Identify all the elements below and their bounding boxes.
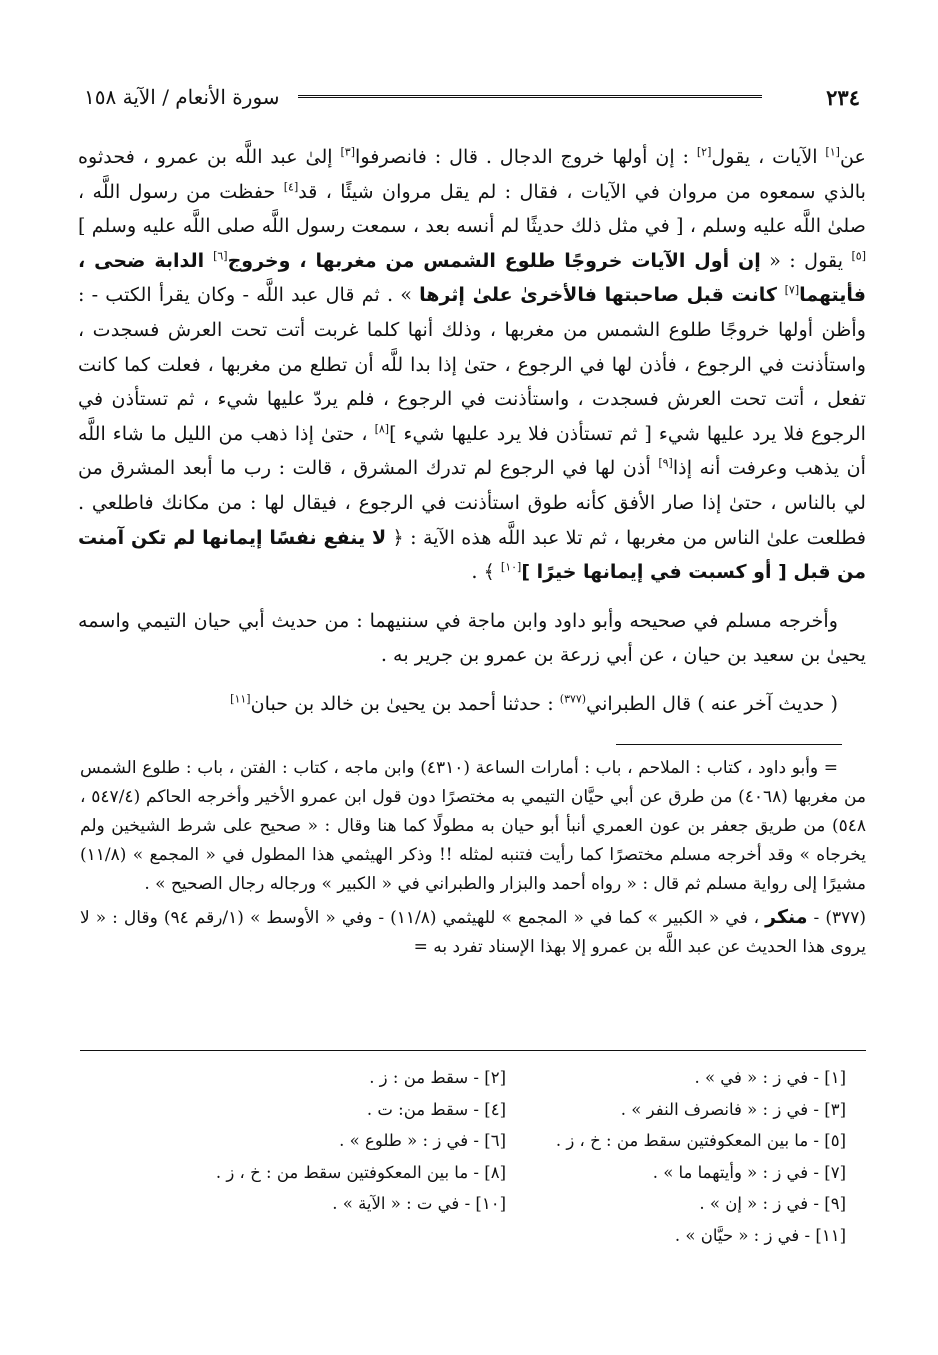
text-run: الآيات ، يقول: [711, 145, 826, 168]
page-number: ٢٣٤: [826, 84, 860, 110]
variant-note: [١٠] - في ت : « الآية » .: [332, 1194, 506, 1213]
text-run: إلىٰ عبد اللَّه بن عمرو ، فحدثوه بالذي سمعوه من مروان في الآيات ، فقال : لم يقل مروان شيئًا ، قد: [78, 145, 866, 203]
takhrij-paragraph: وأخرجه مسلم في صحيحه وأبو داود وابن ماجة في سننيهما : من حديث أبي حيان التيمي واسمه يحيىٰ بن سعيد بن حيان ، عن أبي زرعة بن عمرو بن جرير به .: [78, 608, 866, 667]
variant-note: [١١] - في ز : « حيَّان » .: [674, 1225, 846, 1245]
variant-note: [٤] - سقط من: ت .: [366, 1099, 506, 1119]
hadith-quote: إن أول الآيات خروجًا طلوع الشمس من مغربها ، وخروج: [227, 249, 761, 272]
variant-note: [٣] - في ز : « فانصرف النفر » .: [620, 1099, 846, 1119]
note-ref: [١١]: [230, 692, 251, 706]
text-run: : حدثنا أحمد بن يحيىٰ بن خالد بن حبان: [250, 691, 560, 715]
text-run: ( حديث آخر عنه ) قال الطبراني: [586, 691, 838, 715]
note-ref: [٥]: [851, 249, 866, 263]
variant-notes-right-column: [506, 1062, 846, 1251]
hadith-quote: الدابة ضحى ، فأيتهما: [78, 249, 866, 307]
note-ref: [٣]: [340, 145, 355, 159]
note-ref: [٨]: [374, 422, 390, 436]
footnote-ref: (٣٧٧): [559, 692, 587, 706]
note-ref: [٩]: [658, 456, 673, 470]
variant-notes: [146, 1062, 846, 1251]
surah-title: سورة الأنعام / الآية ١٥٨: [84, 85, 280, 109]
note-ref: [٧]: [784, 283, 800, 297]
next-hadith-paragraph: [78, 687, 866, 722]
text-run: يقول : «: [760, 248, 852, 272]
variant-notes-separator: [80, 1050, 866, 1051]
header-rule: [298, 95, 762, 100]
main-text: [78, 140, 866, 722]
text-run: أذن لها في الرجوع لم تدرك المشرق ، قالت : رب ما أبعد المشرق من لي بالناس ، حتىٰ إذا صار الأفق كأنه طوق استأذنت في الرجوع ، فيقال لها : من مكانك فاطلعي . فطلعت علىٰ الناس من مغربها ، ثم تلا عبد اللَّه هذه الآية : ﴿: [78, 456, 866, 549]
note-ref: [٤]: [283, 180, 299, 194]
text-run: حفظت من رسول اللَّه ، صلىٰ اللَّه عليه وسلم ، [ في مثل ذلك حديثًا لم أنسه بعد ، سمعت رسول اللَّه صلى اللَّه عليه وسلم ]: [78, 179, 866, 238]
footnote-number: (٣٧٧) -: [807, 908, 867, 928]
variant-note: [٥] - ما بين المعكوفتين سقط من : خ ، ز .: [555, 1131, 846, 1150]
footnote-continuation: = وأبو داود ، كتاب : الملاحم ، باب : أمارات الساعة (٤٣١٠) وابن ماجه ، كتاب : الفتن ، باب : طلوع الشمس من مغربها (٤٠٦٨) من طرق عن أبي حيَّان التيمي به مختصرًا دون قول ابن عمرو الأخير وأخرجه الحاكم (٥٤٧/٤ ، ٥٤٨) من طريق جعفر بن عون العمري أنبأ أبو حيان به مطولًا كما هنا وقال : « صحيح على شرط الشيخين ولم يخرجاه » وقد أخرجه مسلم مختصرًا كما رأيت فتنبه لمثله !! وذكر الهيثمي هذا المطول في « المجمع » (١١/٨) مشيرًا إلى رواية مسلم ثم قال : « رواه أحمد والبزار والطبراني في « الكبير » ورجاله رجال الصحيح » .: [80, 758, 867, 894]
text-run: » . ثم قال عبد اللَّه - وكان يقرأ الكتب - : وأظن أولها خروجًا طلوع الشمس من مغربها ، وذلك أنها كلما غربت أتت تحت العرش فسجدت ، واستأذنت في الرجوع ، فأذن لها في الرجوع ، حتىٰ إذا بدا للَّه أن تطلع من مغربها ، فعلت كما كانت تفعل ، أتت تحت العرش فسجدت ، واستأذنت في الرجوع ، فلم يردّ عليها شيء ، ثم تستأذن في الرجوع فلا يرد عليها شيء [ ثم تستأذن فلا يرد عليها شيء ]: [78, 283, 866, 445]
text-run: ، في « الكبير » كما في « المجمع » للهيثمي (١١/٨) - وفي « الأوسط » (١/رقم ٩٤) وقال : « لا يروى هذا الحديث عن عبد اللَّه بن عمرو إلا بهذا الإسناد تفرد به =: [80, 908, 866, 957]
footnote-377: [80, 903, 866, 962]
running-header: [84, 82, 860, 112]
footnotes: [80, 754, 866, 962]
variant-notes-left-column: [166, 1062, 506, 1251]
note-ref: [١٠]: [500, 560, 522, 574]
text-run: : إن أولها خروج الدجال . قال : فانصرفوا: [354, 145, 697, 168]
note-ref: [٦]: [213, 249, 228, 263]
variant-note: [١] - في ز : « في » .: [694, 1068, 846, 1087]
note-ref: [١]: [825, 145, 840, 159]
variant-note: [٨] - ما بين المعكوفتين سقط من : خ ، ز .: [215, 1162, 506, 1182]
hadith-quote: كانت قبل صاحبتها فالأخرىٰ علىٰ إثرها: [419, 284, 785, 307]
variant-note: [٩] - في ز : « إن » .: [699, 1194, 846, 1213]
variant-note: [٢] - سقط من : ز .: [369, 1068, 506, 1087]
text-run: عن: [839, 145, 866, 168]
grading-label: منكر: [765, 906, 808, 928]
text-run: ، حتىٰ إذا ذهب من الليل ما شاء اللَّه أن يذهب وعرفت أنه إذا: [78, 421, 866, 480]
note-ref: [٢]: [696, 145, 712, 159]
footnote-separator: [616, 744, 842, 745]
text-run: ﴾ .: [471, 560, 501, 584]
hadith-paragraph: [78, 140, 866, 590]
variant-note: [٧] - في ز : « وأيتهما ما » .: [652, 1162, 846, 1182]
quran-verse: لا ينفع نفسًا إيمانها لم تكن آمنت من قبل [ أو كسبت في إيمانها خيرًا ]: [78, 526, 866, 584]
variant-note: [٦] - في ز : « طلوع » .: [339, 1131, 506, 1150]
